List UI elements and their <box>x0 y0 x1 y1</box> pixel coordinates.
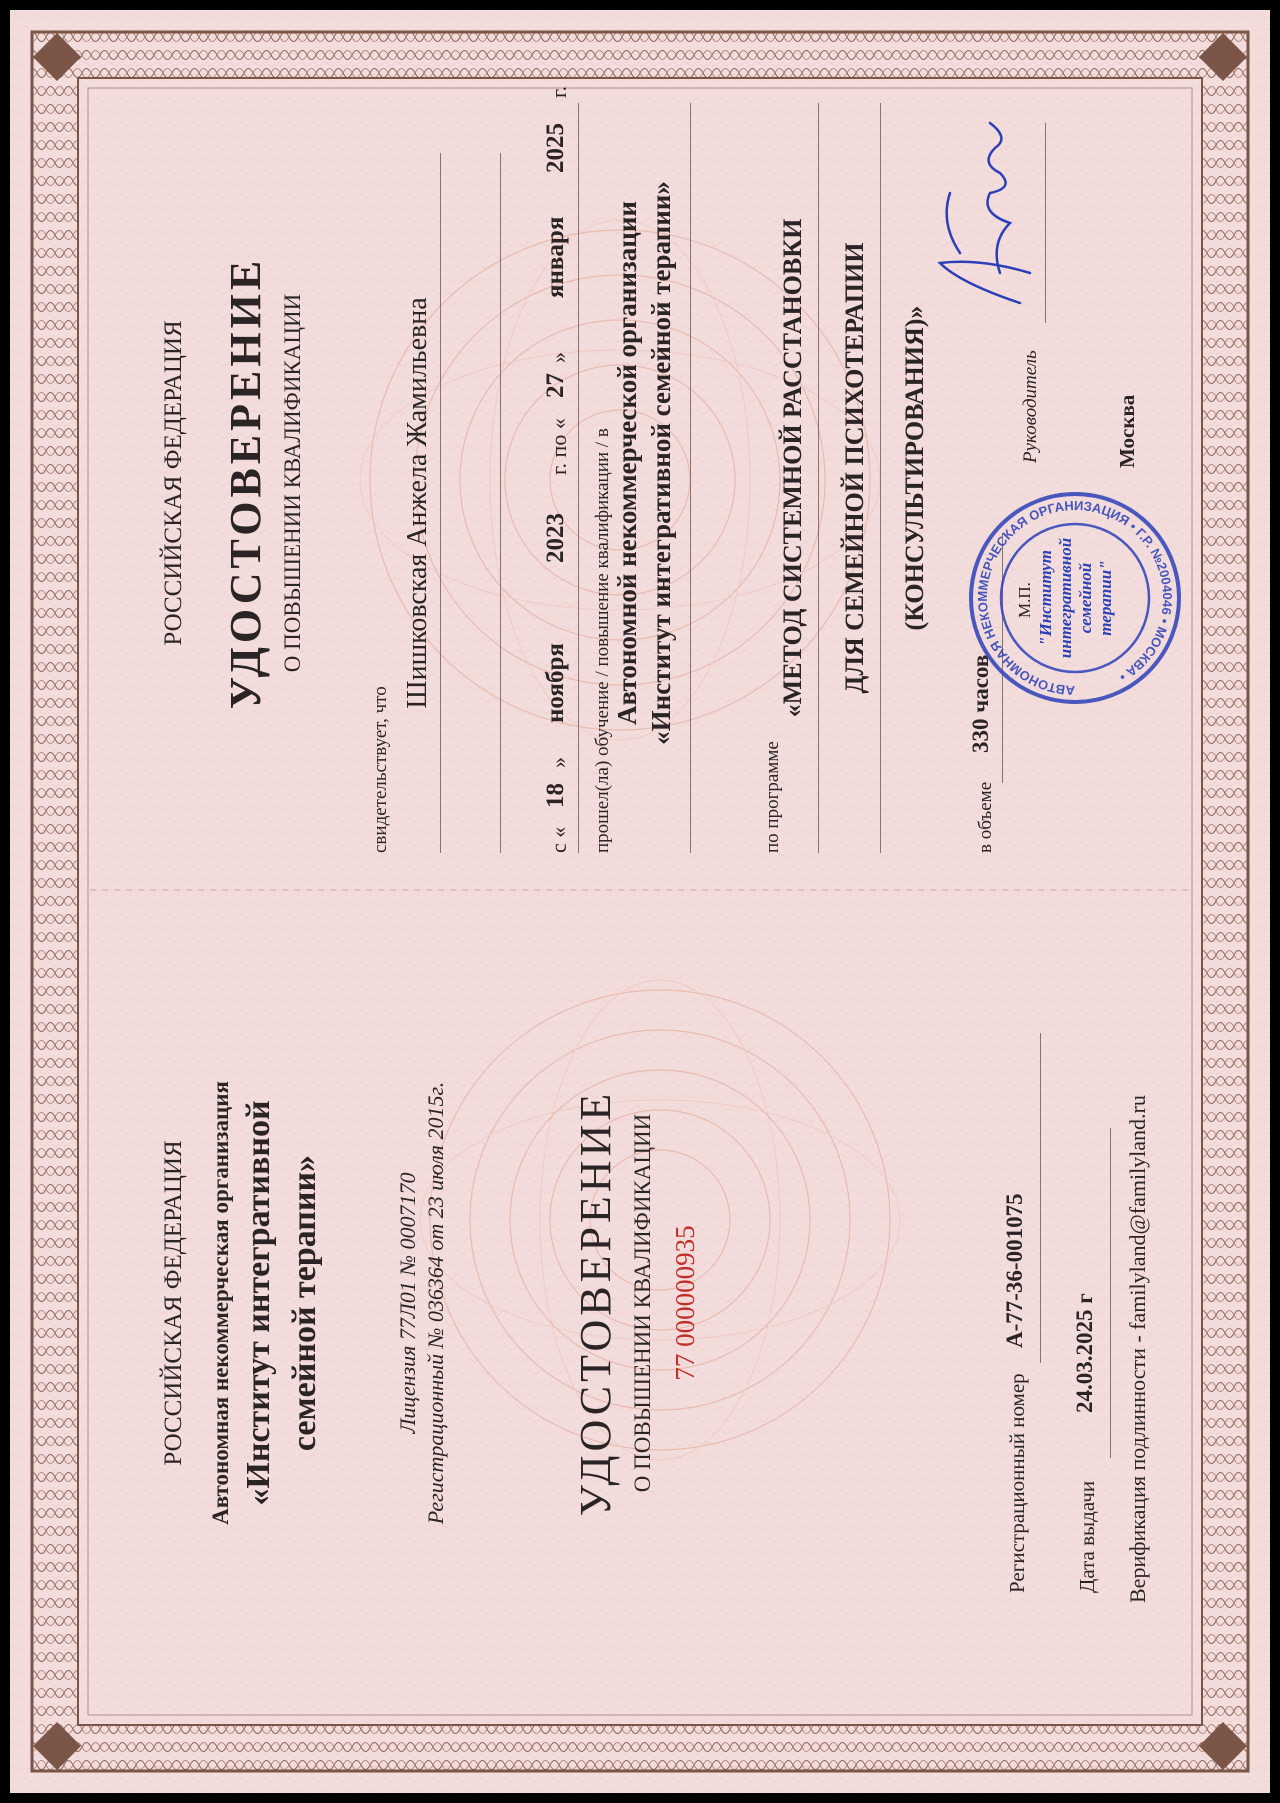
left-reg-number-label: Регистрационный номер <box>1005 1373 1029 1593</box>
date-to-close: » <box>546 352 571 363</box>
left-org-name-1: «Институт интегративной <box>240 1100 277 1506</box>
left-country: РОССИЙСКАЯ ФЕДЕРАЦИЯ <box>160 1140 187 1466</box>
left-reg-number: А-77-36-001075 <box>1002 1193 1027 1348</box>
left-license: Лицензия 77Л01 № 0007170 <box>395 1172 420 1434</box>
certificate-sheet <box>10 10 1270 1793</box>
date-from-day: 18 <box>542 783 569 808</box>
right-passed-text: прошел(ла) обучение / повышение квалификации / в <box>592 428 613 853</box>
left-registration: Регистрационный № 036364 от 23 июля 2015г. <box>423 1081 448 1525</box>
right-full-name: Шишковская Анжела Жамильевна <box>402 297 433 709</box>
stamp-center-1: "Институт <box>1036 550 1055 646</box>
left-issue-date-label: Дата выдачи <box>1075 1480 1099 1593</box>
right-institution-1: Автономной некоммерческой организации <box>612 201 642 725</box>
right-city: Москва <box>1115 394 1139 468</box>
right-program-label: по программе <box>762 741 783 853</box>
date-from-month: ноября <box>542 643 569 723</box>
left-org-name-2: семейной терапии» <box>286 1154 323 1452</box>
stamp-outer-ring-text: АВТОНОМНАЯ НЕКОММЕРЧЕСКАЯ ОРГАНИЗАЦИЯ • Г.Р. №2004046 • МОСКВА • <box>974 497 1176 699</box>
program-underline-2 <box>880 103 881 853</box>
right-doc-subtitle: О ПОВЫШЕНИИ КВАЛИФИКАЦИИ <box>280 293 305 673</box>
right-head-label: Руководитель <box>1020 350 1041 463</box>
right-program-2: ДЛЯ СЕМЕЙНОЙ ПСИХОТЕРАПИИ <box>840 242 869 694</box>
right-institution-2: «Институт интегративной семейной терапии» <box>646 181 676 745</box>
date-to-prefix: г. по « <box>546 418 571 475</box>
date-from-prefix: с « <box>546 826 571 853</box>
date-to-day: 27 <box>542 373 569 398</box>
stamp-center-2: интегративной <box>1056 537 1075 659</box>
right-program-3: (КОНСУЛЬТИРОВАНИЯ)» <box>900 305 929 631</box>
date-to-year: 2025 <box>542 123 569 173</box>
name-underline-2 <box>500 153 501 853</box>
date-from-close: » <box>546 757 571 768</box>
institution-underline <box>690 103 691 853</box>
name-underline-1 <box>440 153 441 853</box>
date-to-month: января <box>542 216 569 298</box>
stamp-place: М.П. <box>1015 582 1034 618</box>
right-certifies: свидетельствует, что <box>370 686 391 853</box>
organization-stamp <box>965 488 1185 708</box>
handwritten-signature <box>920 103 1050 313</box>
date-year-suffix: г. <box>546 85 571 98</box>
left-doc-title: УДОСТОВЕРЕНИЕ <box>571 1089 620 1517</box>
reg-number-underline <box>1040 1033 1041 1363</box>
date-from-year: 2023 <box>542 513 569 563</box>
right-doc-title: УДОСТОВЕРЕНИЕ <box>221 256 270 710</box>
right-volume-label: в объеме <box>975 781 996 853</box>
stamp-center-3: семейной <box>1076 562 1095 634</box>
stamp-center-4: терапии" <box>1096 560 1115 636</box>
left-serial-number: 77 000000935 <box>670 1225 700 1381</box>
issue-date-underline <box>1110 1128 1111 1458</box>
right-program-1: «МЕТОД СИСТЕМНОЙ РАССТАНОВКИ <box>778 218 807 718</box>
left-doc-subtitle: О ПОВЫШЕНИИ КВАЛИФИКАЦИИ <box>630 1113 655 1493</box>
right-volume: 330 часов <box>968 654 993 753</box>
left-org-type: Автономная некоммерческая организация <box>208 1081 233 1525</box>
program-underline-1 <box>818 103 819 853</box>
landscape-content <box>10 10 1270 1793</box>
right-country: РОССИЙСКАЯ ФЕДЕРАЦИЯ <box>160 320 187 646</box>
left-verification: Верификация подлинности - familyland@familyland.ru <box>1125 1095 1150 1603</box>
date-underline <box>578 103 579 853</box>
left-issue-date: 24.03.2025 г <box>1072 1293 1097 1413</box>
